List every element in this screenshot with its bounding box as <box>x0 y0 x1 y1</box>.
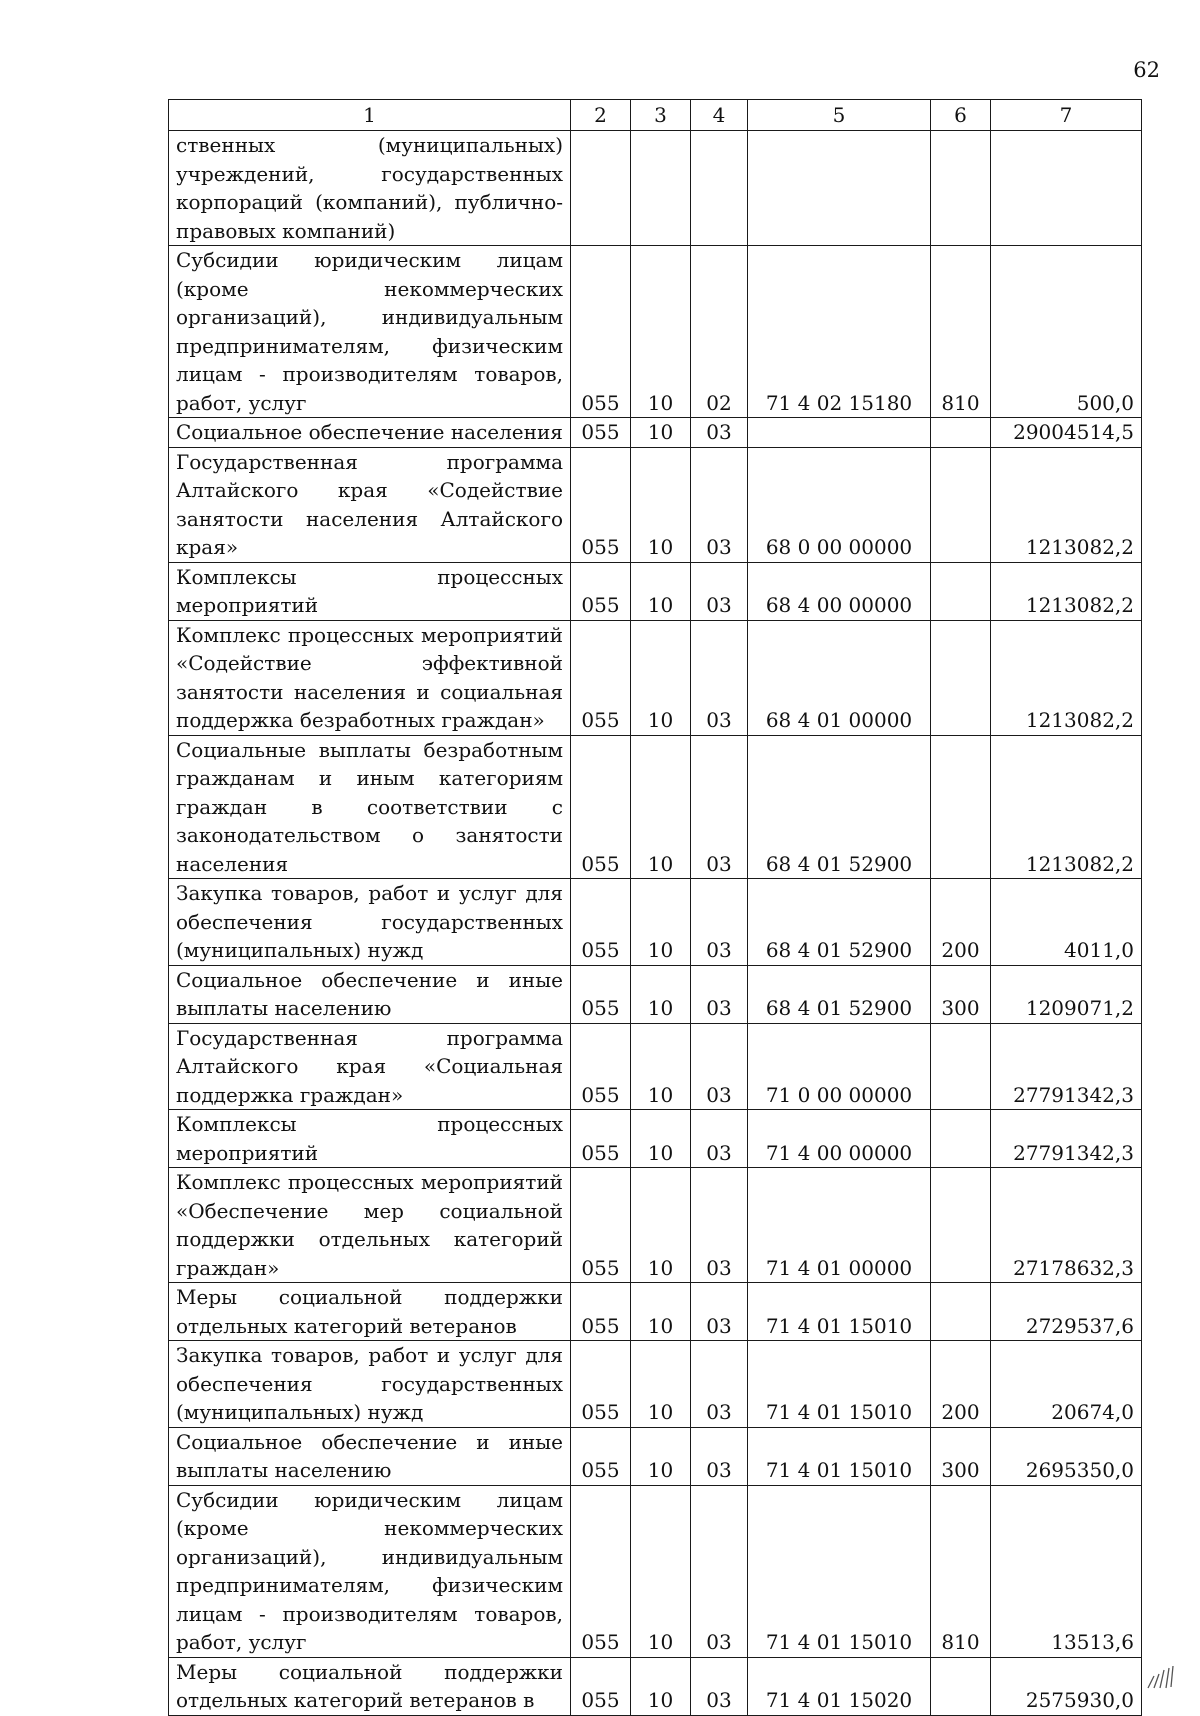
cell-amount: 27791342,3 <box>991 1110 1142 1168</box>
cell-ministry: 055 <box>571 735 631 879</box>
cell-name: ственных (муниципальных) учреждений, государственных корпораций (компаний), публично-правовых компаний) <box>169 131 571 246</box>
scan-artifact-marks <box>1140 1640 1190 1690</box>
cell-section: 10 <box>631 562 691 620</box>
cell-amount: 27791342,3 <box>991 1023 1142 1110</box>
table-row <box>169 735 1142 879</box>
cell-expense-type: 300 <box>931 965 991 1023</box>
cell-expense-type: 810 <box>931 1485 991 1657</box>
cell-subsection: 03 <box>691 1427 748 1485</box>
cell-amount: 4011,0 <box>991 879 1142 966</box>
cell-target-code: 68 4 01 52900 <box>748 965 931 1023</box>
table-row <box>169 447 1142 562</box>
cell-expense-type <box>931 1283 991 1341</box>
cell-name: Социальное обеспечение населения <box>169 418 571 448</box>
cell-section: 10 <box>631 246 691 418</box>
cell-amount: 29004514,5 <box>991 418 1142 448</box>
cell-amount: 1213082,2 <box>991 620 1142 735</box>
cell-target-code: 71 0 00 00000 <box>748 1023 931 1110</box>
cell-subsection: 03 <box>691 1110 748 1168</box>
cell-name: Меры социальной поддержки отдельных категорий ветеранов <box>169 1283 571 1341</box>
cell-subsection: 03 <box>691 1485 748 1657</box>
cell-name: Социальное обеспечение и иные выплаты населению <box>169 1427 571 1485</box>
cell-name: Субсидии юридическим лицам (кроме некоммерческих организаций), индивидуальным предпринимателям, физическим лицам - производителям товаров, работ, услуг <box>169 246 571 418</box>
cell-ministry: 055 <box>571 1485 631 1657</box>
header-cell-section: 3 <box>631 100 691 131</box>
table-row <box>169 131 1142 246</box>
table-row <box>169 246 1142 418</box>
cell-ministry: 055 <box>571 965 631 1023</box>
cell-target-code: 68 4 01 52900 <box>748 735 931 879</box>
cell-amount: 2575930,0 <box>991 1657 1142 1715</box>
table-row <box>169 965 1142 1023</box>
cell-expense-type <box>931 1023 991 1110</box>
cell-expense-type: 810 <box>931 246 991 418</box>
cell-expense-type: 200 <box>931 1341 991 1428</box>
cell-amount: 1213082,2 <box>991 447 1142 562</box>
cell-name: Социальное обеспечение и иные выплаты населению <box>169 965 571 1023</box>
cell-target-code: 68 4 01 52900 <box>748 879 931 966</box>
cell-ministry: 055 <box>571 879 631 966</box>
cell-ministry: 055 <box>571 1283 631 1341</box>
cell-name: Социальные выплаты безработным гражданам и иным категориям граждан в соответствии с законодательством о занятости населения <box>169 735 571 879</box>
cell-ministry: 055 <box>571 418 631 448</box>
page-number: 62 <box>1133 58 1160 82</box>
cell-amount: 13513,6 <box>991 1485 1142 1657</box>
cell-target-code: 68 4 00 00000 <box>748 562 931 620</box>
cell-subsection: 03 <box>691 447 748 562</box>
cell-target-code: 71 4 01 15010 <box>748 1341 931 1428</box>
cell-target-code: 71 4 01 15010 <box>748 1427 931 1485</box>
cell-ministry: 055 <box>571 1023 631 1110</box>
table-row <box>169 879 1142 966</box>
cell-amount: 1209071,2 <box>991 965 1142 1023</box>
header-cell-amount: 7 <box>991 100 1142 131</box>
table-row <box>169 1341 1142 1428</box>
table-row <box>169 1485 1142 1657</box>
cell-expense-type <box>931 131 991 246</box>
cell-target-code <box>748 418 931 448</box>
cell-subsection: 03 <box>691 1657 748 1715</box>
cell-name: Комплексы процессных мероприятий <box>169 1110 571 1168</box>
cell-section: 10 <box>631 1283 691 1341</box>
cell-expense-type <box>931 418 991 448</box>
cell-section: 10 <box>631 1168 691 1283</box>
cell-expense-type: 200 <box>931 879 991 966</box>
cell-name: Государственная программа Алтайского края «Содействие занятости населения Алтайского края» <box>169 447 571 562</box>
cell-target-code: 71 4 01 15010 <box>748 1485 931 1657</box>
table-row <box>169 1110 1142 1168</box>
cell-section: 10 <box>631 1110 691 1168</box>
cell-section <box>631 131 691 246</box>
cell-subsection: 03 <box>691 965 748 1023</box>
cell-subsection: 03 <box>691 1168 748 1283</box>
cell-amount: 1213082,2 <box>991 735 1142 879</box>
header-row <box>169 100 1142 131</box>
cell-name: Закупка товаров, работ и услуг для обеспечения государственных (муниципальных) нужд <box>169 879 571 966</box>
header-cell-target-code: 5 <box>748 100 931 131</box>
cell-section: 10 <box>631 965 691 1023</box>
cell-amount <box>991 131 1142 246</box>
cell-ministry: 055 <box>571 1110 631 1168</box>
cell-subsection: 03 <box>691 879 748 966</box>
cell-ministry: 055 <box>571 620 631 735</box>
cell-target-code: 71 4 00 00000 <box>748 1110 931 1168</box>
cell-ministry: 055 <box>571 1427 631 1485</box>
cell-target-code: 68 0 00 00000 <box>748 447 931 562</box>
cell-target-code <box>748 131 931 246</box>
cell-name: Субсидии юридическим лицам (кроме некоммерческих организаций), индивидуальным предпринимателям, физическим лицам - производителям товаров, работ, услуг <box>169 1485 571 1657</box>
cell-target-code: 68 4 01 00000 <box>748 620 931 735</box>
cell-expense-type <box>931 1168 991 1283</box>
cell-expense-type <box>931 447 991 562</box>
header-cell-subsection: 4 <box>691 100 748 131</box>
table-row <box>169 1427 1142 1485</box>
cell-amount: 20674,0 <box>991 1341 1142 1428</box>
budget-table <box>168 99 1142 1716</box>
cell-ministry: 055 <box>571 1341 631 1428</box>
cell-expense-type <box>931 562 991 620</box>
cell-expense-type <box>931 1110 991 1168</box>
table-row <box>169 1283 1142 1341</box>
cell-subsection: 03 <box>691 418 748 448</box>
header-cell-ministry: 2 <box>571 100 631 131</box>
cell-subsection: 03 <box>691 735 748 879</box>
cell-ministry: 055 <box>571 246 631 418</box>
cell-section: 10 <box>631 1341 691 1428</box>
cell-subsection: 03 <box>691 620 748 735</box>
cell-ministry: 055 <box>571 1168 631 1283</box>
cell-subsection <box>691 131 748 246</box>
cell-name: Комплексы процессных мероприятий <box>169 562 571 620</box>
cell-subsection: 03 <box>691 1023 748 1110</box>
cell-subsection: 03 <box>691 1341 748 1428</box>
table-row <box>169 418 1142 448</box>
cell-target-code: 71 4 01 00000 <box>748 1168 931 1283</box>
table-row <box>169 620 1142 735</box>
cell-subsection: 03 <box>691 562 748 620</box>
cell-amount: 27178632,3 <box>991 1168 1142 1283</box>
cell-amount: 2729537,6 <box>991 1283 1142 1341</box>
cell-expense-type <box>931 1657 991 1715</box>
cell-target-code: 71 4 01 15020 <box>748 1657 931 1715</box>
cell-section: 10 <box>631 1023 691 1110</box>
header-cell-expense-type: 6 <box>931 100 991 131</box>
cell-amount: 500,0 <box>991 246 1142 418</box>
table-body <box>169 131 1142 1716</box>
cell-target-code: 71 4 01 15010 <box>748 1283 931 1341</box>
header-cell-name: 1 <box>169 100 571 131</box>
cell-section: 10 <box>631 447 691 562</box>
cell-subsection: 03 <box>691 1283 748 1341</box>
cell-name: Комплекс процессных мероприятий «Содействие эффективной занятости населения и социальная поддержка безработных граждан» <box>169 620 571 735</box>
cell-section: 10 <box>631 1427 691 1485</box>
cell-expense-type <box>931 620 991 735</box>
table-row <box>169 1023 1142 1110</box>
table-row <box>169 562 1142 620</box>
cell-section: 10 <box>631 418 691 448</box>
cell-name: Закупка товаров, работ и услуг для обеспечения государственных (муниципальных) нужд <box>169 1341 571 1428</box>
cell-ministry: 055 <box>571 1657 631 1715</box>
cell-expense-type: 300 <box>931 1427 991 1485</box>
cell-subsection: 02 <box>691 246 748 418</box>
cell-target-code: 71 4 02 15180 <box>748 246 931 418</box>
cell-amount: 2695350,0 <box>991 1427 1142 1485</box>
cell-expense-type <box>931 735 991 879</box>
cell-section: 10 <box>631 735 691 879</box>
table-row <box>169 1168 1142 1283</box>
cell-section: 10 <box>631 1657 691 1715</box>
cell-section: 10 <box>631 1485 691 1657</box>
cell-name: Комплекс процессных мероприятий «Обеспечение мер социальной поддержки отдельных категорий граждан» <box>169 1168 571 1283</box>
cell-ministry <box>571 131 631 246</box>
cell-section: 10 <box>631 620 691 735</box>
cell-name: Меры социальной поддержки отдельных категорий ветеранов в <box>169 1657 571 1715</box>
cell-ministry: 055 <box>571 447 631 562</box>
cell-name: Государственная программа Алтайского края «Социальная поддержка граждан» <box>169 1023 571 1110</box>
cell-ministry: 055 <box>571 562 631 620</box>
cell-amount: 1213082,2 <box>991 562 1142 620</box>
cell-section: 10 <box>631 879 691 966</box>
table-row <box>169 1657 1142 1715</box>
